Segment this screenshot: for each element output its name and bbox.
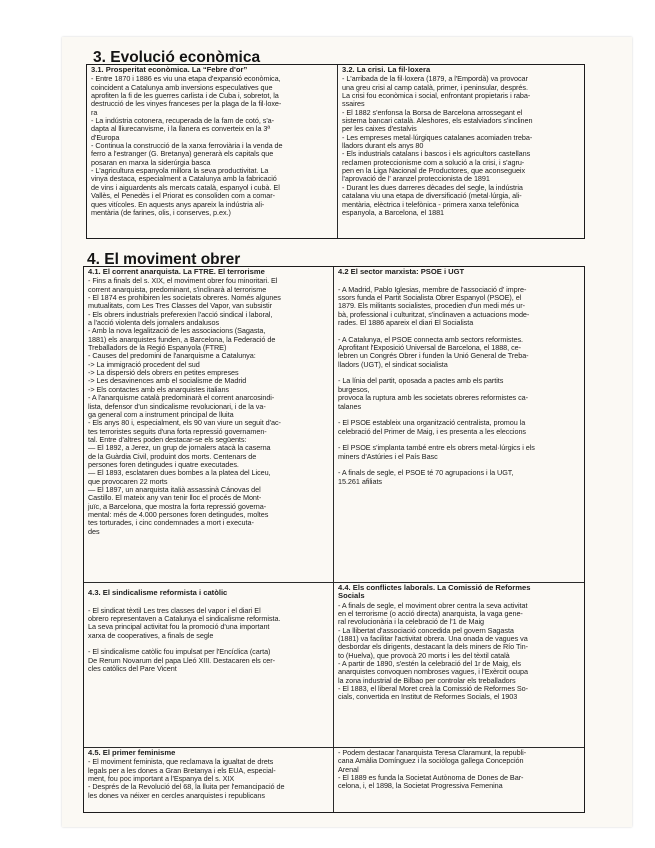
workers-movement-table: [83, 266, 585, 813]
topic-text: - A finals de segle, el moviment obrer centra la seva activitat en el terrorisme (o acció directa) anarquista, la vaga gene- ral revolucionària i la celebració de l'1 de Maig - La llibertat d'associació concedida pel govern Sagasta (1881) va facilitar l'activitat obrera. Una onada de vagues va desbordar els dirigents, destacant la dels miners de Río Tin- to (Huelva), que provocà 20 morts i les del tèxtil català - A partir de 1890, s'estén la celebració del 1r de Maig, els anarquistes convoquen nombroses vagues, i l'Exèrcit ocupa la zona industrial de Bilbao per controlar els treballadors - El 1883, el liberal Moret creà la Comissió de Reformes So- cials, convertida en Institut de Reformes Socials, el 1903: [338, 600, 529, 702]
topic-reformist-unionism: [84, 583, 333, 747]
topic-title: 4.1. El corrent anarquista. La FTRE. El terrorisme: [88, 267, 265, 276]
topic-labour-conflicts: [334, 583, 585, 747]
topic-feminism-continued: [334, 748, 585, 813]
topic-first-feminism: [84, 748, 333, 813]
topic-title: 3.2. La crisi. La fil·loxera: [342, 65, 431, 74]
topic-text: - Fins a finals del s. XIX, el moviment obrer fou minoritari. El corrent anarquista, predominant, s'inclinarà al terrorisme - El 1874 es prohibiren les societats obreres. Només algunes mutualitats, com Les Tres Classes del Vapor, van subsistir - Els obrers industrials preferexien l'acció sindical i laboral, a l'acció violenta dels jornalers andalusos - Amb la nova legalització de les associacions (Sagasta, 1881) els anarquistes funden, a Barcelona, la Federació de Treballadors de la Regió Espanyola (FTRE) - Causes del predomini de l'anarquisme a Catalunya: -> La immigració procedent del sud -> La dispersió dels obrers en petites empreses -> Les desavinences amb el socialisme de Madrid -> Els contactes amb els anarquistes italians - A l'anarquisme català predominarà el corrent anarcosindi- lista, defensor d'un sindicalisme revolucionari, i de la va- ga general com a instrument principal de lluita - Els anys 80 i, especialment, els 90 van viure un seguit d'ac- tes terroristes seguits d'una forta repressió governamen- tal. Entre d'altres poden destacar-se els següents: — El 1892, a Jerez, un grup de jornalers atacà la caserna de la Guàrdia Civil, produint dos morts. Centenars de persones foren detingudes i quatre executades. — El 1893, esclataren dues bombes a la platea del Liceu, que provocaren 22 morts — El 1897, un anarquista italià assassinà Cánovas del Castillo. El mateix any van tenir lloc el procés de Mont- juïc, a Barcelona, que mostra la forta repressió governa- mental: més de 4.000 persones foren detingudes, moltes tes torturades, i cinc condemnades a mort i executa- des: [88, 276, 281, 536]
topic-title: 4.3. El sindicalisme reformista i catòlic: [88, 588, 228, 597]
topic-text: - Podem destacar l'anarquista Teresa Claramunt, la republi- cana Amàlia Domínguez i la sociòloga gallega Concepción Arenal - El 1889 es funda la Societat Autònoma de Dones de Bar- celona, i, el 1898, la Societat Progressiva Femenina: [338, 748, 527, 791]
topic-text: - L'arribada de la fil·loxera (1879, a l'Empordà) va provocar una greu crisi al camp català, primer, i peninsular, després. La crisi fou econòmica i social, enfrontant propietaris i raba- ssaires - El 1882 s'enfonsa la Borsa de Barcelona arrossegant el sistema bancari català. Aleshores, els estalviadors s'inclinen per les caixes d'estalvis - Les empreses metal·lúrgiques catalanes acomiaden treba- lladors durant els anys 80 - Els industrials catalans i bascos i els agricultors castellans reclamen proteccionisme com a solució a la crisi, i s'agru- pen en la Liga Nacional de Productores, que aconsegueix l'aprovació de l' aranzel proteccionista de 1891 - Durant les dues darreres dècades del segle, la indústria catalana viu una etapa de diversificació (metal·lúrgia, ali- mentària, elèctrica i telefònica - primera xarxa telefònica espanyola, a Barcelona, el 1881: [342, 74, 533, 217]
economy-table: [86, 64, 585, 239]
topic-phylloxera-crisis: [338, 65, 585, 239]
topic-text: - El moviment feminista, que reclamava la igualtat de drets legals per a les dones a Gran Bretanya i els EUA, especial- ment, fou poc important a l'Espanya del s. XIX - Després de la Revolució del 68, la lluita per l'emancipació de les dones va néixer en cercles anarquistes i republicans: [88, 757, 285, 800]
topic-text: - El sindicat tèxtil Les tres classes del vapor i el diari El obrero representaven a Catalunya el sindicalisme reformista. La seva principal activitat fou la promoció d'una important xarxa de cooperatives, a finals de segle - El sindicalisme catòlic fou impulsat per l'Encíclica (carta) De Rerum Novarum del papa Lleó XIII. Destacaren els cer- cles catòlics del Pare Vicent: [88, 605, 281, 674]
topic-marxist-sector: [334, 267, 585, 582]
topic-title: 4.5. El primer feminisme: [88, 748, 176, 757]
section-heading-workers-movement: 4. El moviment obrer: [87, 251, 241, 268]
topic-text: - A Madrid, Pablo Iglesias, membre de l'associació d' impre- ssors funda el Partit Socialista Obrer Espanyol (PSOE), el 1879. Els militants socialistes, procedien d'un medi més ur- bà, professional i culturitzat, s'inclinaven a actuacions mode- rades. El 1886 apareix el diari El Socialista - A Catalunya, el PSOE connecta amb sectors reformistes. Aprofitant l'Exposició Universal de Barcelona, el 1888, ce- lebren un Congrés Obrer i funden la Unió General de Treba- lladors (UGT), el sindicat socialista - La línia del partit, oposada a pactes amb els partits burgesos, provoca la ruptura amb les societats obreres reformistes ca- talanes - El PSOE estableix una organització centralista, promou la celebració del Primer de Maig, i es presenta a les eleccions - El PSOE s'implanta també entre els obrers metal·lúrgics i els miners d'Astúries i el País Basc - A finals de segle, el PSOE té 70 agrupacions i la UGT, 15.261 afiliats: [338, 284, 535, 486]
topic-title: 4.2 El sector marxista: PSOE i UGT: [338, 267, 465, 276]
topic-prosperity: [87, 65, 337, 239]
section-heading-economic-evolution: 3. Evolució econòmica: [93, 49, 261, 66]
topic-title: 4.4. Els conflictes laborals. La Comissió de Reformes Socials: [338, 583, 531, 601]
topic-title: 3.1. Prosperitat econòmica. La “Febre d'or”: [91, 65, 248, 74]
topic-anarchist-current: [84, 267, 333, 582]
topic-text: - Entre 1870 i 1886 es viu una etapa d'expansió econòmica, coincident a Catalunya amb inversions especulatives que aprofiten la fi de les guerres carlista i de Cuba i, sobretot, la destrucció de les vinyes franceses per la plaga de la fil·loxe- ra - La indústria cotonera, recuperada de la fam de cotó, s'a- dapta al lliurecanvisme, i la llanera es converteix en la 3ª d'Europa - Continua la construcció de la xarxa ferroviària i la venda de ferro a l'estranger (G. Bretanya) generarà els capitals que posaran en marxa la siderúrgia basca - L'agricultura espanyola millora la seva productivitat. La vinya destaca, especialment a Catalunya amb la fabricació de vins i aiguardents als mercats català, espanyol i cubà. El Vallès, el Penedès i el Priorat es consoliden com a comar- ques vitícoles. En aquests anys apareix la indústria ali- mentària (de farines, olis, i conserves, p.ex.): [91, 74, 283, 217]
